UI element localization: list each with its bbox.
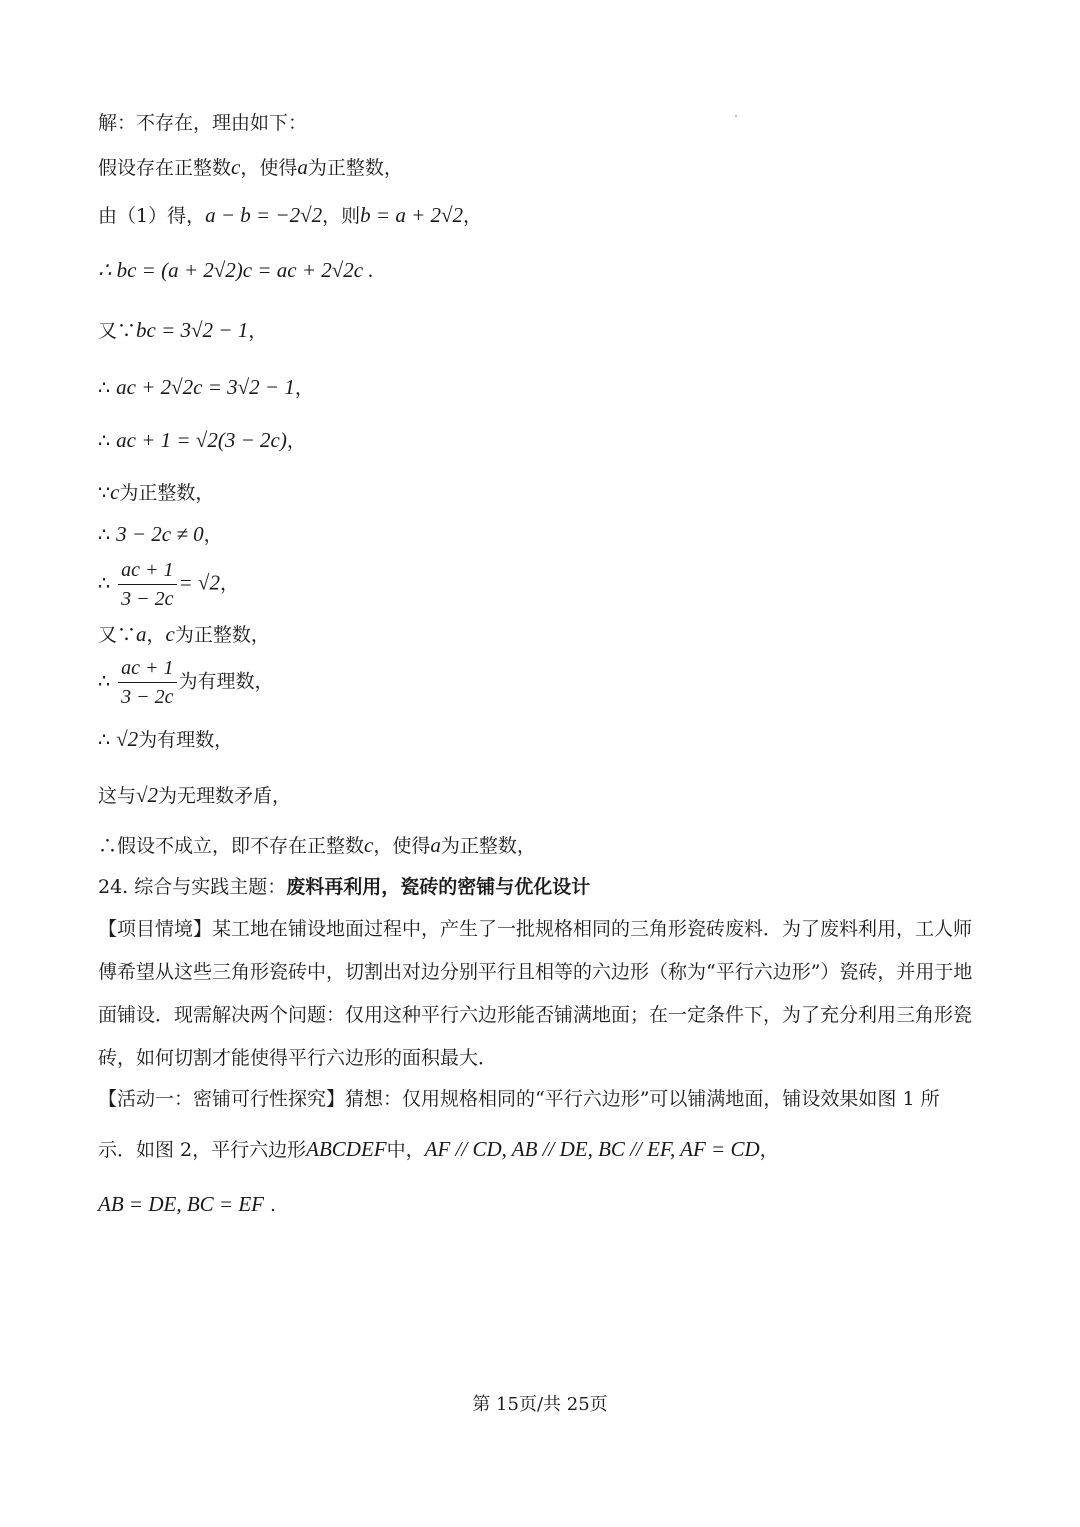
activity-1-line-2: 示．如图 2，平行六边形ABCDEF中，AF // CD, AB // DE, BC // EF, AF = CD， — [98, 1137, 779, 1161]
solution-line-6: ∴ ac + 2√2c = 3√2 − 1， — [98, 375, 314, 399]
activity-1-line-1: 【活动一：密铺可行性探究】猜想：仅用规格相同的“平行六边形”可以铺满地面，铺设效果如图 1 所 — [98, 1088, 940, 1110]
solution-line-5: 又∵bc = 3√2 − 1， — [98, 318, 268, 342]
fraction: $\frac{ac + 1}{3 - 2c}$ — [118, 558, 176, 611]
solution-line-2: 假设存在正整数c，使得a为正整数， — [98, 155, 403, 179]
solution-line-9: ∴ 3 − 2c ≠ 0， — [98, 522, 223, 546]
solution-line-7: ∴ ac + 1 = √2(3 − 2c)， — [98, 428, 306, 452]
solution-line-13: ∴ √2为有理数， — [98, 727, 234, 751]
scan-speck — [735, 115, 737, 117]
solution-line-4: ∴ bc = (a + 2√2)c = ac + 2√2c . — [98, 258, 374, 282]
solution-line-12: ∴ $\frac{ac + 1}{3 - 2c}$ 为有理数， — [98, 657, 274, 708]
solution-line-3: 由（1）得，a − b = −2√2，则b = a + 2√2， — [98, 203, 483, 227]
solution-line-10: ∴ $\frac{ac + 1}{3 - 2c}$ = √2， — [98, 559, 239, 610]
solution-line-14: 这与√2为无理数矛盾， — [98, 783, 292, 807]
solution-line-8: ∵c为正整数， — [98, 480, 215, 504]
question-24-context: 【项目情境】某工地在铺设地面过程中，产生了一批规格相同的三角形瓷砖废料．为了废料利用，工人师傅希望从这些三角形瓷砖中，切割出对边分别平行且相等的六边形（称为“平行六边形”）瓷砖，并用于地面铺设．现需解决两个问题：仅用这种平行六边形能否铺满地面；在一定条件下，为了充分利用三角形瓷砖，如何切割才能使得平行六边形的面积最大． — [98, 918, 973, 1069]
page-footer: 第 15页/共 25页 — [472, 1394, 608, 1415]
activity-1-line-3: AB = DE, BC = EF . — [98, 1192, 277, 1216]
question-24-title: 24. 综合与实践主题：废料再利用，瓷砖的密铺与优化设计 — [98, 876, 591, 898]
fraction: $\frac{ac + 1}{3 - 2c}$ — [118, 656, 176, 709]
solution-line-11: 又∵a，c为正整数， — [98, 622, 270, 646]
solution-line-1: 解：不存在，理由如下： — [98, 112, 308, 134]
solution-line-15: ∴假设不成立，即不存在正整数c，使得a为正整数， — [98, 833, 536, 857]
